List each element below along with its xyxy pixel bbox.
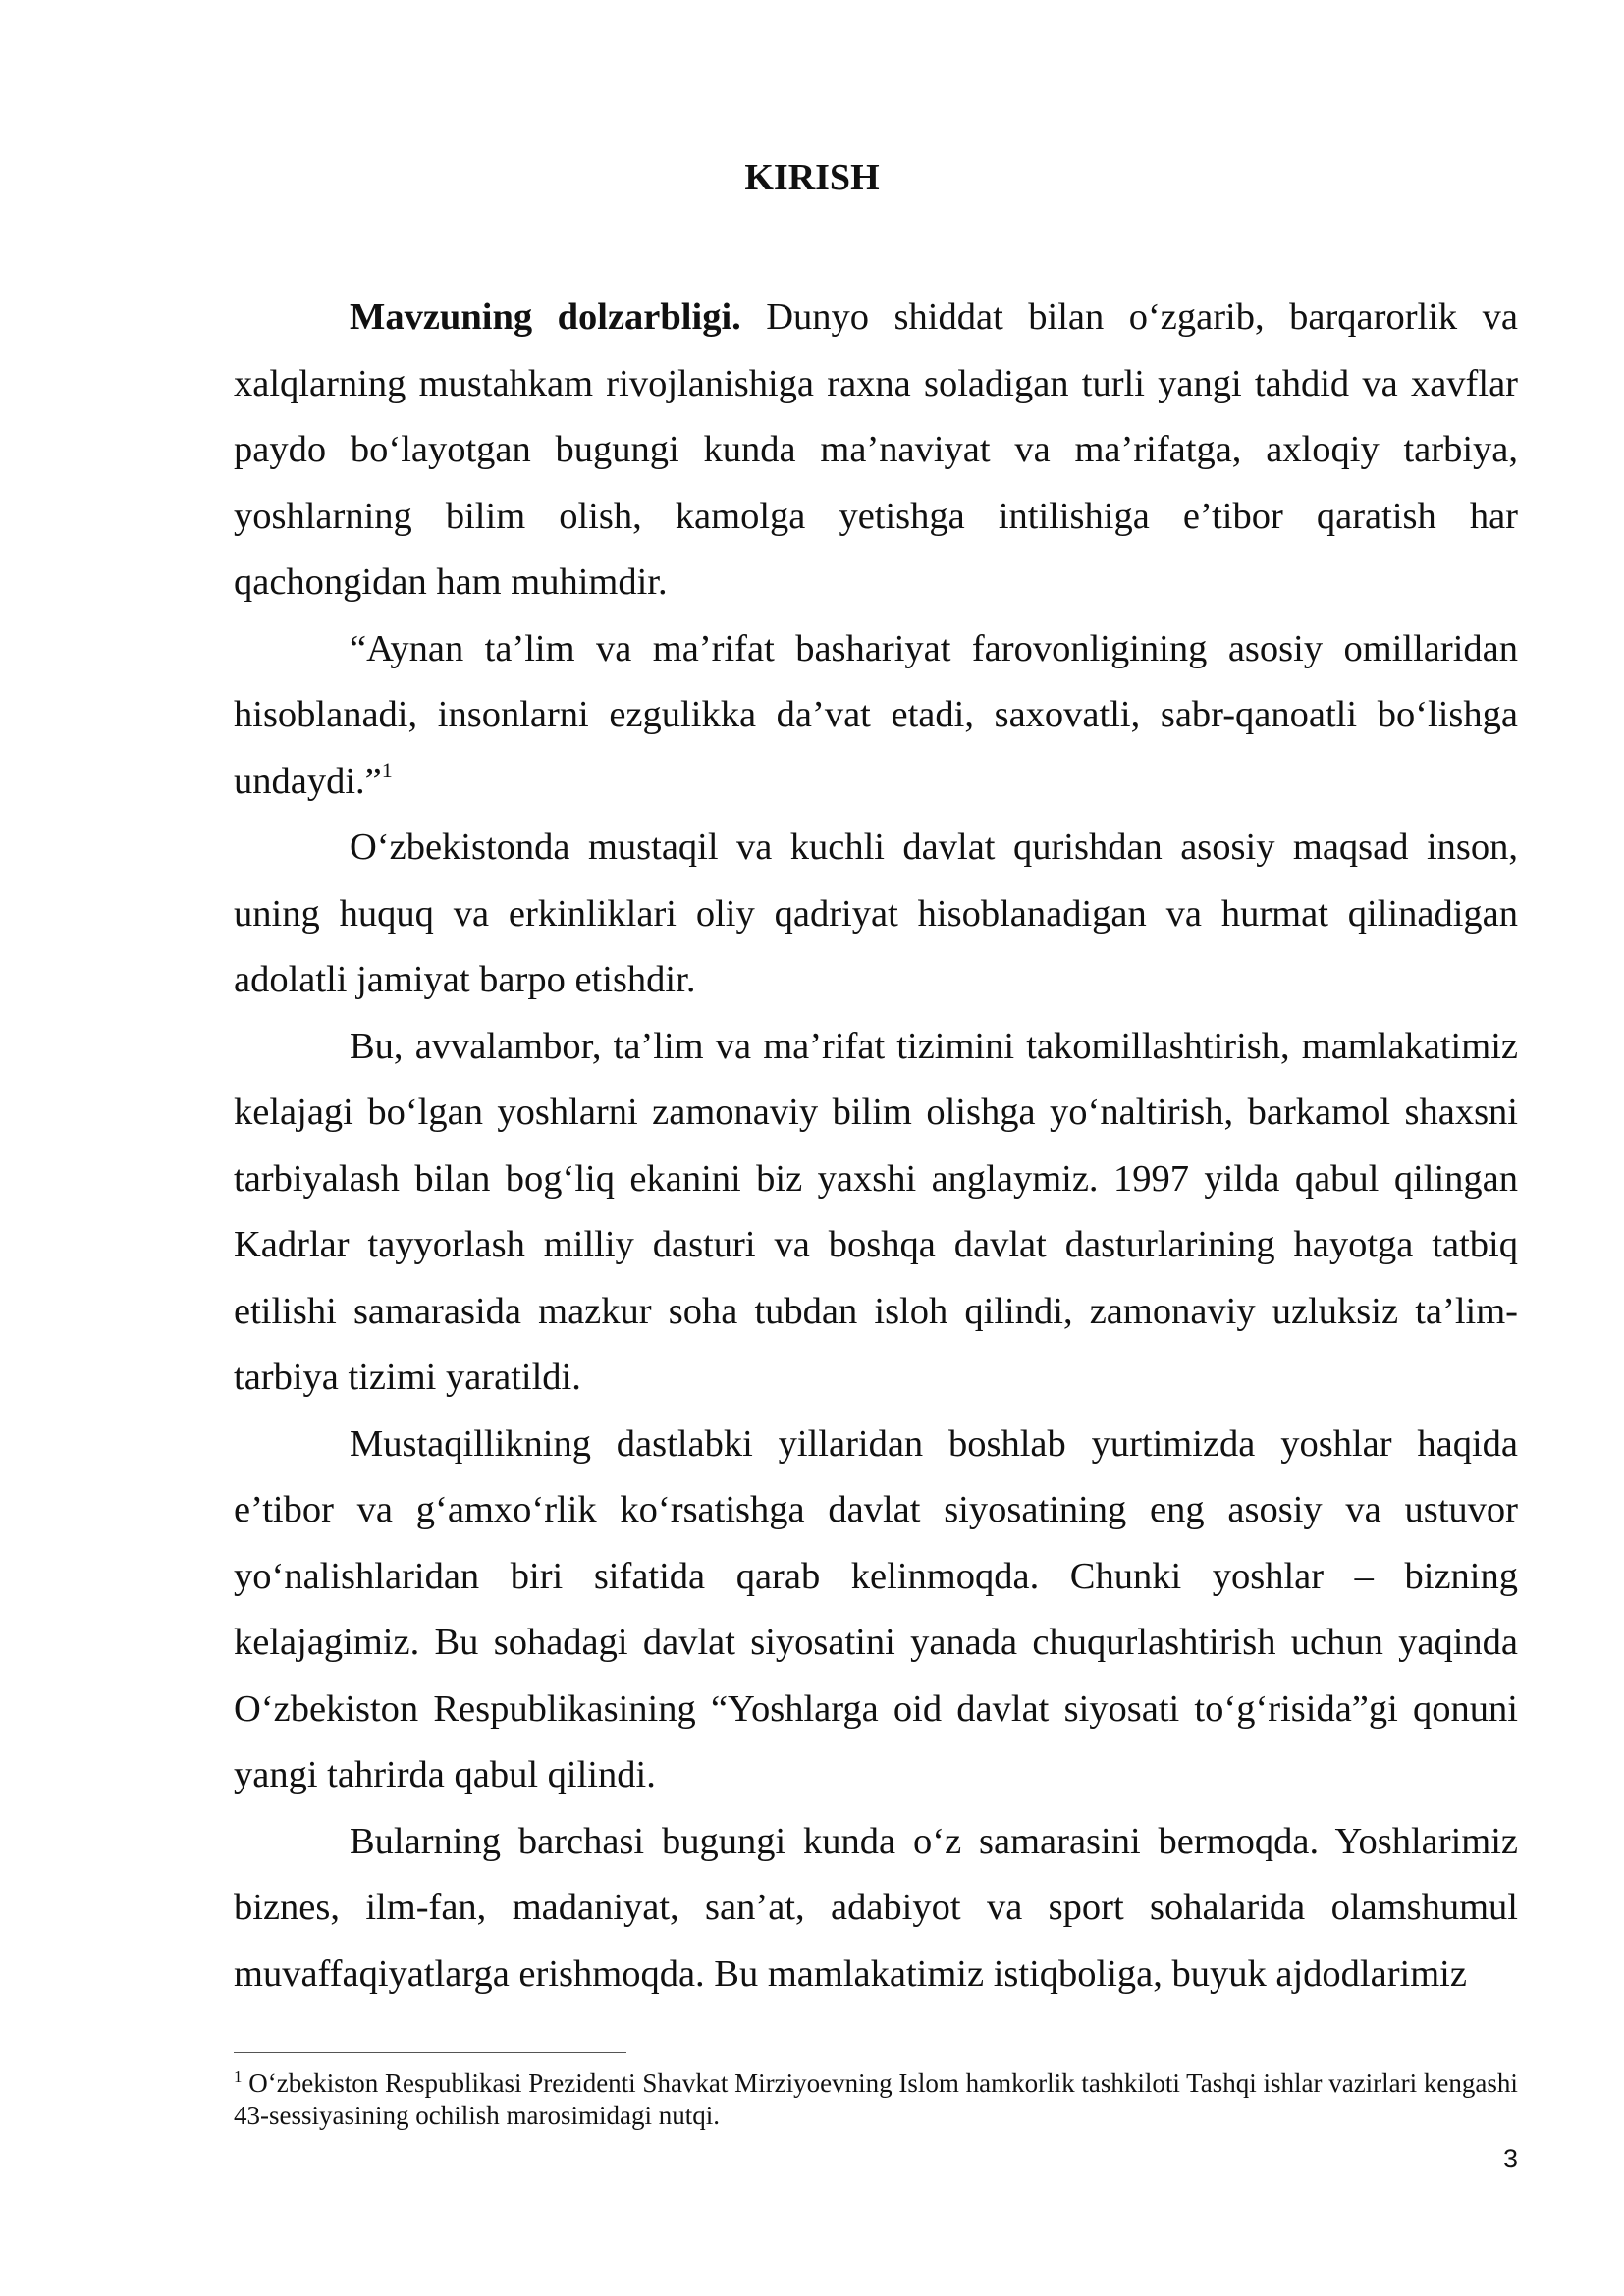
footnote-reference[interactable]: 1 (381, 757, 393, 782)
page-title: KIRISH (744, 157, 880, 198)
paragraph-achievements (234, 1809, 1518, 2008)
paragraph-text: Mustaqillikning dastlabki yillaridan boshlab yurtimizda yoshlar haqida e’tibor va g‘amxo‘rlik ko‘rsatishga davlat siyosatining eng asosiy va ustuvor yo‘nalishlaridan biri sifatida qarab kelinmoqda. Chunki yoshlar – bizning kelajagimiz. Bu sohadagi davlat siyosatini yanada chuqurlashtirish uchun yaqinda O‘zbekiston Respublikasining “Yoshlarga oid davlat siyosati to‘g‘risida”gi qonuni yangi tahrirda qabul qilindi. (234, 1422, 1518, 1795)
footnote (234, 2067, 1518, 2132)
paragraph-education-system (234, 1014, 1518, 1412)
body-text (234, 285, 1518, 2007)
paragraph-text: Dunyo shiddat bilan o‘zgarib, barqarorlik va xalqlarning mustahkam rivojlanishiga raxna soladigan turli yangi tahdid va xavflar paydo bo‘layotgan bugungi kunda ma’naviyat va ma’rifatga, axloqiy tarbiya, yoshlarning bilim olish, kamolga yetishga intilishiga e’tibor qaratish har qachongidan ham muhimdir. (234, 296, 1518, 603)
paragraph-text: Bu, avvalambor, ta’lim va ma’rifat tizimini takomillashtirish, mamlakatimiz kelajagi bo‘lgan yoshlarni zamonaviy bilim olishga yo‘naltirish, barkamol shaxsni tarbiyalash bilan bog‘liq ekanini biz yaxshi anglaymiz. 1997 yilda qabul qilingan Kadrlar tayyorlash milliy dasturi va boshqa davlat dasturlarining hayotga tatbiq etilishi samarasida mazkur soha tubdan isloh qilindi, zamonaviy uzluksiz ta’lim-tarbiya tizimi yaratildi. (234, 1025, 1518, 1398)
footnote-separator (234, 2052, 626, 2053)
paragraph-state-goal (234, 815, 1518, 1014)
paragraph-text: Bularning barchasi bugungi kunda o‘z samarasini bermoqda. Yoshlarimiz biznes, ilm-fan, madaniyat, san’at, adabiyot va sport sohalarida olamshumul muvaffaqiyatlarga erishmoqda. Bu mamlakatimiz istiqboliga, buyuk ajdodlarimiz (234, 1820, 1518, 1995)
paragraph-youth-policy (234, 1412, 1518, 1809)
footnote-marker: 1 (234, 2067, 243, 2086)
paragraph-quote (234, 616, 1518, 816)
paragraph-text: O‘zbekistonda mustaqil va kuchli davlat qurishdan asosiy maqsad inson, uning huquq va erkinliklari oliy qadriyat hisoblanadigan va hurmat qilinadigan adolatli jamiyat barpo etishdir. (234, 827, 1518, 1000)
page-number: 3 (1502, 2144, 1518, 2173)
footnote-text: O‘zbekiston Respublikasi Prezidenti Shavkat Mirziyoevning Islom hamkorlik tashkiloti Tashqi ishlar vazirlari kengashi 43-sessiyasining ochilish marosimidagi nutqi. (234, 2068, 1518, 2130)
paragraph-text: “Aynan ta’lim va ma’rifat bashariyat farovonligining asosiy omillaridan hisoblanadi, insonlarni ezgulikka da’vat etadi, saxovatli, sabr-qanoatli bo‘lishga undaydi.” (234, 627, 1518, 802)
paragraph-lead-heading: Mavzuning dolzarbligi. (350, 296, 741, 338)
paragraph-relevance (234, 285, 1518, 616)
